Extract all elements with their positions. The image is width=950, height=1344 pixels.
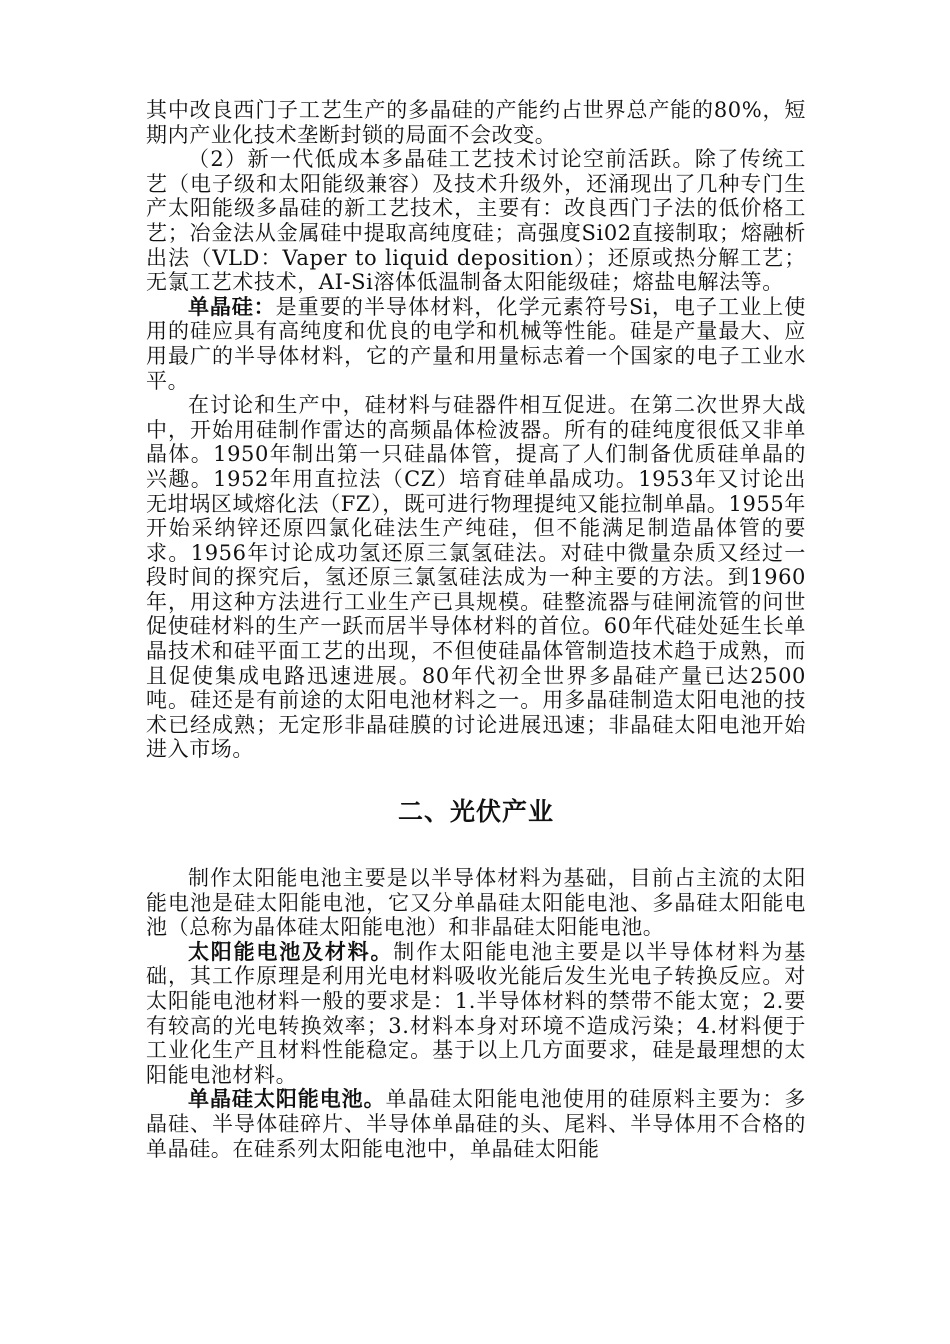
paragraph-text: 单晶硅太阳能电池使用的硅原料主要为：多晶硅、半导体硅碎片、半导体单晶硅的头、尾料、半导体用不合格的单晶硅。在硅系列太阳能电池中，单晶硅太阳能 <box>146 1087 806 1161</box>
paragraph <box>146 393 806 762</box>
paragraph <box>146 866 806 940</box>
paragraph-text: 是重要的半导体材料，化学元素符号Si，电子工业上使用的硅应具有高纯度和优良的电学和机械等性能。硅是产量最大、应用最广的半导体材料，它的产量和用量标志着一个国家的电子工业水平。 <box>146 294 806 393</box>
document-body <box>146 98 806 1161</box>
paragraph <box>146 1087 806 1161</box>
paragraph <box>146 940 806 1088</box>
section-heading: 二、光伏产业 <box>397 797 554 827</box>
paragraph-lead: 单晶硅： <box>188 294 276 319</box>
paragraph-text: （2）新一代低成本多晶硅工艺技术讨论空前活跃。除了传统工艺（电子级和太阳能级兼容）及技术升级外，还涌现出了几种专门生产太阳能级多晶硅的新工艺技术，主要有：改良西门子法的低价格工艺；冶金法从金属硅中提取高纯度硅；高强度Si02直接制取；熔融析出法（VLD：Vaper to liquid deposition）；还原或热分解工艺；无氯工艺术技术，AI-Si溶体低温制备太阳能级硅；熔盐电解法等。 <box>146 147 806 295</box>
paragraph <box>146 98 806 147</box>
paragraph <box>146 147 806 295</box>
paragraph-lead: 太阳能电池及材料。 <box>188 939 394 964</box>
paragraph <box>146 295 806 393</box>
paragraph-lead: 单晶硅太阳能电池。 <box>188 1087 386 1112</box>
paragraph-text: 在讨论和生产中，硅材料与硅器件相互促进。在第二次世界大战中，开始用硅制作雷达的高频晶体检波器。所有的硅纯度很低又非单晶体。1950年制出第一只硅晶体管，提高了人们制备优质硅单晶的兴趣。1952年用直拉法（CZ）培育硅单晶成功。1953年又讨论出无坩埚区域熔化法（FZ），既可进行物理提纯又能拉制单晶。1955年开始采纳锌还原四氯化硅法生产纯硅，但不能满足制造晶体管的要求。1956年讨论成功氢还原三氯氢硅法。对硅中微量杂质又经过一段时间的探究后，氢还原三氯氢硅法成为一种主要的方法。到1960年，用这种方法进行工业生产已具规模。硅整流器与硅闸流管的问世促使硅材料的生产一跃而居半导体材料的首位。60年代硅处延生长单晶技术和硅平面工艺的出现，不但使硅晶体管制造技术趋于成熟，而且促使集成电路迅速进展。80年代初全世界多晶硅产量已达2500吨。硅还是有前途的太阳电池材料之一。用多晶硅制造太阳电池的技术已经成熟；无定形非晶硅膜的讨论进展迅速；非晶硅太阳电池开始进入市场。 <box>146 393 806 762</box>
paragraph-text: 其中改良西门子工艺生产的多晶硅的产能约占世界总产能的80%，短期内产业化技术垄断封锁的局面不会改变。 <box>146 98 806 147</box>
paragraph-text: 制作太阳能电池主要是以半导体材料为基础，其工作原理是利用光电材料吸收光能后发生光电子转换反应。对太阳能电池材料一般的要求是：1.半导体材料的禁带不能太宽；2.要有较高的光电转换效率；3.材料本身对环境不造成污染；4.材料便于工业化生产且材料性能稳定。基于以上几方面要求，硅是最理想的太阳能电池材料。 <box>146 939 806 1087</box>
paragraph-text: 制作太阳能电池主要是以半导体材料为基础，目前占主流的太阳能电池是硅太阳能电池，它又分单晶硅太阳能电池、多晶硅太阳能电池（总称为晶体硅太阳能电池）和非晶硅太阳能电池。 <box>146 866 806 940</box>
